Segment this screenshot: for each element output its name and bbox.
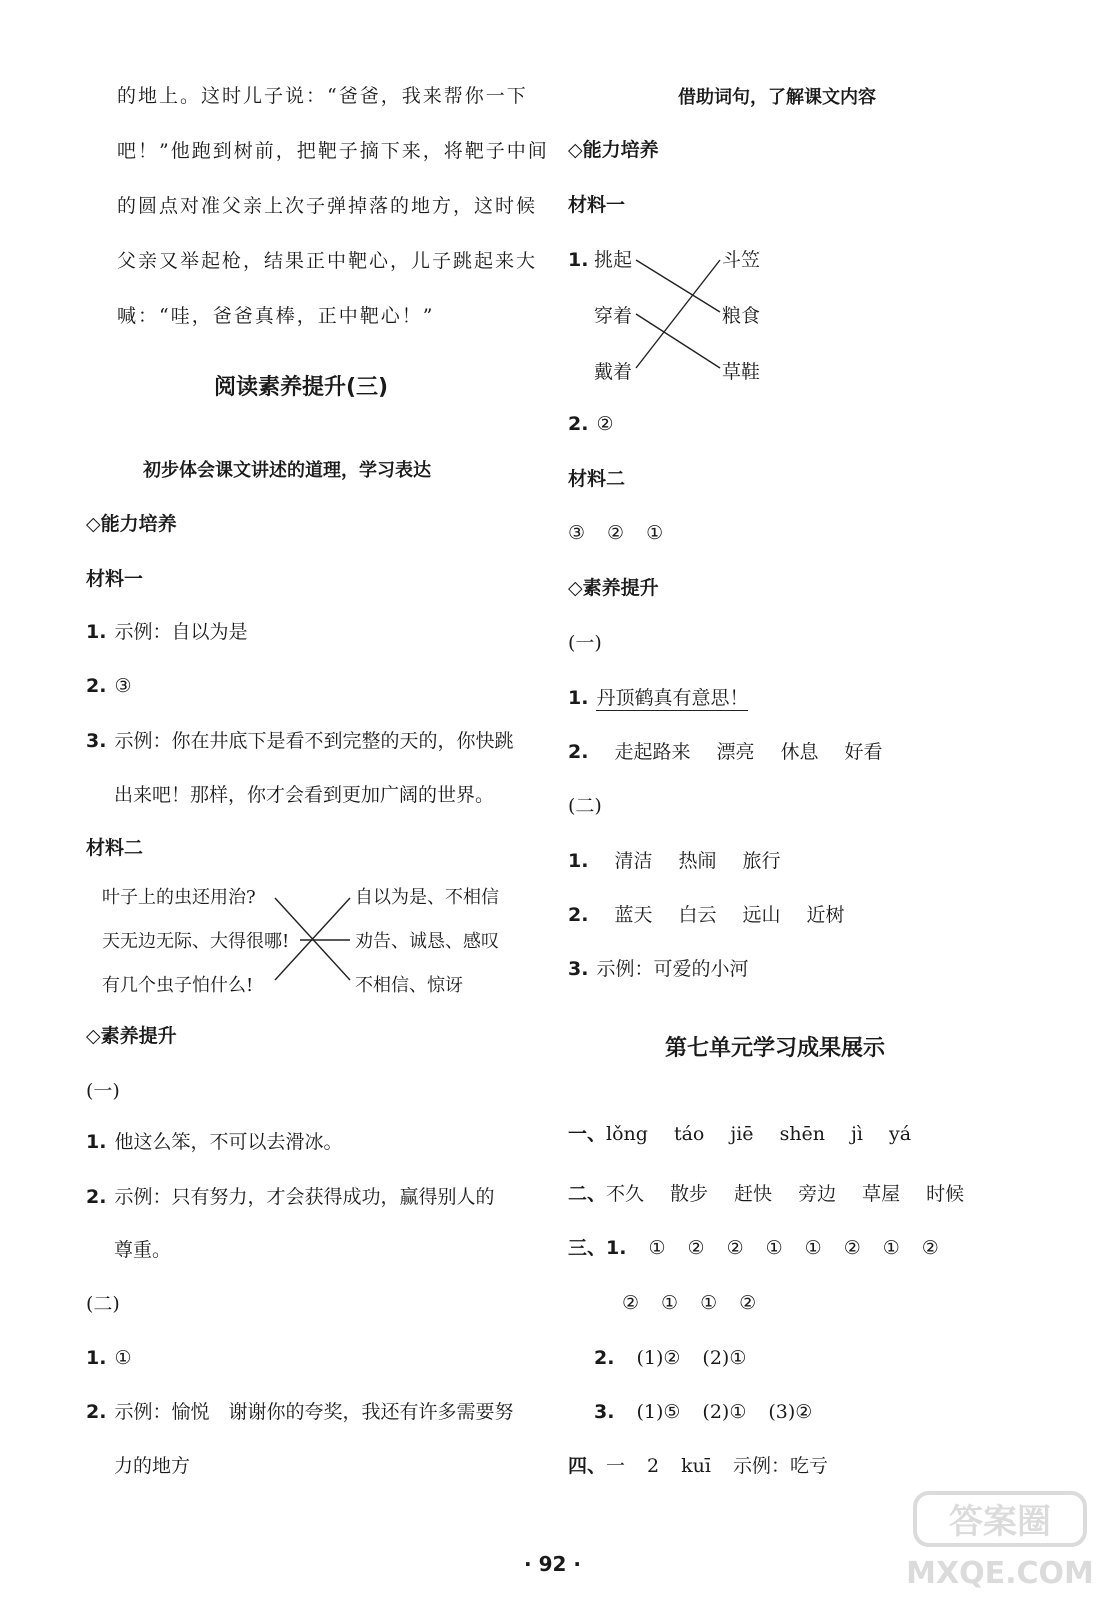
answer-text: ①: [646, 522, 664, 544]
answer-text: ②: [726, 1237, 744, 1259]
answer-text: 示例：可爱的小河: [596, 958, 749, 980]
answer-continuation: 力的地方: [114, 1455, 191, 1477]
answer-text: (2)①: [702, 1401, 747, 1423]
answer-text: 示例：自以为是: [114, 621, 248, 643]
part-2-label: (二): [86, 1293, 120, 1315]
page-number: · 92 ·: [524, 1552, 581, 1576]
question-1: [86, 618, 247, 646]
unit-question-2: [568, 1180, 990, 1208]
match-right-item: 粮食: [722, 305, 761, 327]
answer-text: 一: [606, 1455, 626, 1477]
story-line: 的地上。这时儿子说：“爸爸，我来帮你一下: [117, 85, 528, 107]
match-left-item: 穿着: [594, 305, 633, 327]
match-right-item: 劝告、诚恳、感叹: [355, 931, 499, 952]
match-right-item: 自以为是、不相信: [355, 887, 499, 908]
unit-question-4: [568, 1452, 850, 1480]
ability-heading: ◇能力培养: [568, 139, 659, 161]
question-number: 3.: [568, 958, 589, 980]
answer-text: (2)①: [702, 1347, 747, 1369]
answer-text: ①: [661, 1292, 679, 1314]
part-1-question-1: [568, 684, 748, 712]
answer-text: ①: [648, 1237, 666, 1259]
question-number: 2.: [86, 1401, 107, 1423]
answer-text: ③: [568, 522, 586, 544]
sub-title: 初步体会课文讲述的道理，学习表达: [143, 460, 431, 481]
pinyin-answer: jiē: [730, 1123, 754, 1145]
pinyin-answer: lǒng: [606, 1123, 648, 1145]
question-number: 2.: [568, 741, 589, 763]
question-number: 2.: [568, 904, 589, 926]
answer-continuation: 出来吧！那样，你才会看到更加广阔的世界。: [114, 784, 495, 806]
answer-text: 旅行: [742, 850, 781, 872]
answer-continuation: 尊重。: [114, 1239, 172, 1261]
match-lines: [632, 250, 727, 380]
question-number: 1.: [568, 687, 589, 709]
unit-question-3-2: [594, 1344, 768, 1372]
question-number: 2.: [568, 413, 589, 435]
part-1-label: (一): [86, 1080, 120, 1102]
answer-text: (1)⑤: [636, 1401, 681, 1423]
question-number: 3.: [86, 730, 107, 752]
part-1-question-2: [86, 1183, 494, 1211]
question-2: [568, 410, 614, 438]
question-number: 1.: [86, 621, 107, 643]
answer-text: 走起路来: [614, 741, 691, 763]
question-number: 1.: [86, 1131, 107, 1153]
answer-text: ②: [622, 1292, 640, 1314]
pinyin-answer: yá: [889, 1123, 912, 1145]
answer-text: 休息: [780, 741, 819, 763]
match-line: [636, 260, 720, 368]
story-line: 吧！”他跑到树前，把靶子摘下来，将靶子中间: [117, 140, 549, 162]
question-3: [86, 727, 513, 755]
answer-text: 散步: [670, 1183, 709, 1205]
pinyin-answer: shēn: [779, 1123, 826, 1145]
question-number: 一、: [568, 1123, 607, 1145]
watermark-text: MXQE.COM: [906, 1556, 1094, 1591]
answer-text: 漂亮: [716, 741, 755, 763]
answer-text: 白云: [678, 904, 717, 926]
answer-text: 赶快: [734, 1183, 773, 1205]
watermark-logo: [905, 1485, 1095, 1595]
answer-text: ②: [921, 1237, 939, 1259]
match-line: [636, 314, 720, 368]
answer-text: ②: [596, 413, 614, 435]
match-right-item: 不相信、惊讶: [355, 975, 463, 996]
answer-text: ①: [882, 1237, 900, 1259]
svg-text:答案圈: 答案圈: [949, 1502, 1051, 1542]
answer-text: (1)②: [636, 1347, 681, 1369]
answer-text: 远山: [742, 904, 781, 926]
answer-text: 旁边: [798, 1183, 837, 1205]
material-1-heading: 材料一: [568, 194, 626, 216]
answer-text: 清洁: [614, 850, 653, 872]
answer-text: ②: [843, 1237, 861, 1259]
part-1-question-2: [568, 738, 909, 766]
answer-text: ①: [804, 1237, 822, 1259]
question-number: 3.: [594, 1401, 615, 1423]
match-left-item: 有几个虫子怕什么!: [102, 975, 254, 996]
part-1-question-1: [86, 1128, 342, 1156]
answer-text: 示例：愉悦 谢谢你的夸奖，我还有许多需要努: [114, 1401, 514, 1423]
part-2-question-1: [568, 847, 807, 875]
answer-text: 时候: [926, 1183, 965, 1205]
underlined-answer: 丹顶鹤真有意思！: [596, 687, 749, 709]
question-number: 四、: [568, 1455, 607, 1477]
unit-question-1: [568, 1120, 937, 1148]
match-right-item: 斗笠: [722, 249, 761, 271]
section-title: 阅读素养提升(三): [214, 375, 389, 400]
answer-text: 不久: [606, 1183, 645, 1205]
unit-question-3-1: [568, 1234, 961, 1262]
story-line: 父亲又举起枪，结果正中靶心，儿子跳起来大: [117, 250, 538, 272]
question-1-number: [568, 246, 596, 274]
ability-heading: ◇能力培养: [86, 513, 177, 535]
question-number: 二、: [568, 1183, 607, 1205]
literacy-heading: ◇素养提升: [568, 577, 659, 599]
part-2-question-2: [568, 901, 871, 929]
unit-question-3-3: [594, 1398, 834, 1426]
question-2: [86, 672, 132, 700]
material-1-heading: 材料一: [86, 568, 144, 590]
match-left-item: 天无边无际、大得很哪!: [102, 931, 290, 952]
match-left-item: 叶子上的虫还用治?: [102, 887, 256, 908]
part-1-label: (一): [568, 632, 602, 654]
pinyin-answer: kuī: [681, 1455, 711, 1477]
question-number: 1.: [568, 850, 589, 872]
answer-text: 好看: [844, 741, 883, 763]
match-right-item: 草鞋: [722, 361, 761, 383]
question-number: 三、: [568, 1237, 607, 1259]
story-line: 的圆点对准父亲上次子弹掉落的地方，这时候: [117, 195, 538, 217]
part-2-label: (二): [568, 795, 602, 817]
question-number: 1.: [606, 1237, 627, 1259]
question-number: 2.: [86, 675, 107, 697]
part-2-question-1: [86, 1344, 132, 1372]
question-number: 1.: [86, 1347, 107, 1369]
answer-text: ①: [700, 1292, 718, 1314]
literacy-heading: ◇素养提升: [86, 1025, 177, 1047]
question-number: 2.: [594, 1347, 615, 1369]
answer-text: 近树: [806, 904, 845, 926]
answer-text: 他这么笨，不可以去滑冰。: [114, 1131, 343, 1153]
answer-text: ②: [687, 1237, 705, 1259]
answer-text: ②: [739, 1292, 757, 1314]
unit-title: 第七单元学习成果展示: [665, 1036, 886, 1061]
question-number: 1.: [568, 249, 589, 271]
match-left-item: 挑起: [594, 249, 633, 271]
pinyin-answer: jì: [851, 1123, 863, 1145]
answer-text: 草屋: [862, 1183, 901, 1205]
answer-text: 示例：你在井底下是看不到完整的天的，你快跳: [114, 730, 514, 752]
unit-question-3-1-cont: [622, 1289, 778, 1317]
sub-title: 借助词句，了解课文内容: [678, 87, 876, 108]
material-2-heading: 材料二: [86, 837, 144, 859]
part-2-question-2: [86, 1398, 513, 1426]
material-2-answers: [568, 519, 685, 547]
answer-text: ①: [114, 1347, 132, 1369]
answer-text: 2: [647, 1455, 660, 1477]
answer-text: ③: [114, 675, 132, 697]
answer-text: 热闹: [678, 850, 717, 872]
match-lines: [270, 880, 360, 990]
match-left-item: 戴着: [594, 361, 633, 383]
answer-text: 示例：吃亏: [732, 1455, 828, 1477]
answer-text: (3)②: [768, 1401, 813, 1423]
story-line: 喊：“哇，爸爸真棒，正中靶心！”: [117, 305, 435, 327]
material-2-heading: 材料二: [568, 468, 626, 490]
question-number: 2.: [86, 1186, 107, 1208]
part-2-question-3: [568, 955, 748, 983]
answer-text: ①: [765, 1237, 783, 1259]
answer-text: ②: [607, 522, 625, 544]
answer-text: 蓝天: [614, 904, 653, 926]
pinyin-answer: táo: [673, 1123, 705, 1145]
match-line: [636, 260, 720, 312]
answer-text: 示例：只有努力，才会获得成功，赢得别人的: [114, 1186, 495, 1208]
